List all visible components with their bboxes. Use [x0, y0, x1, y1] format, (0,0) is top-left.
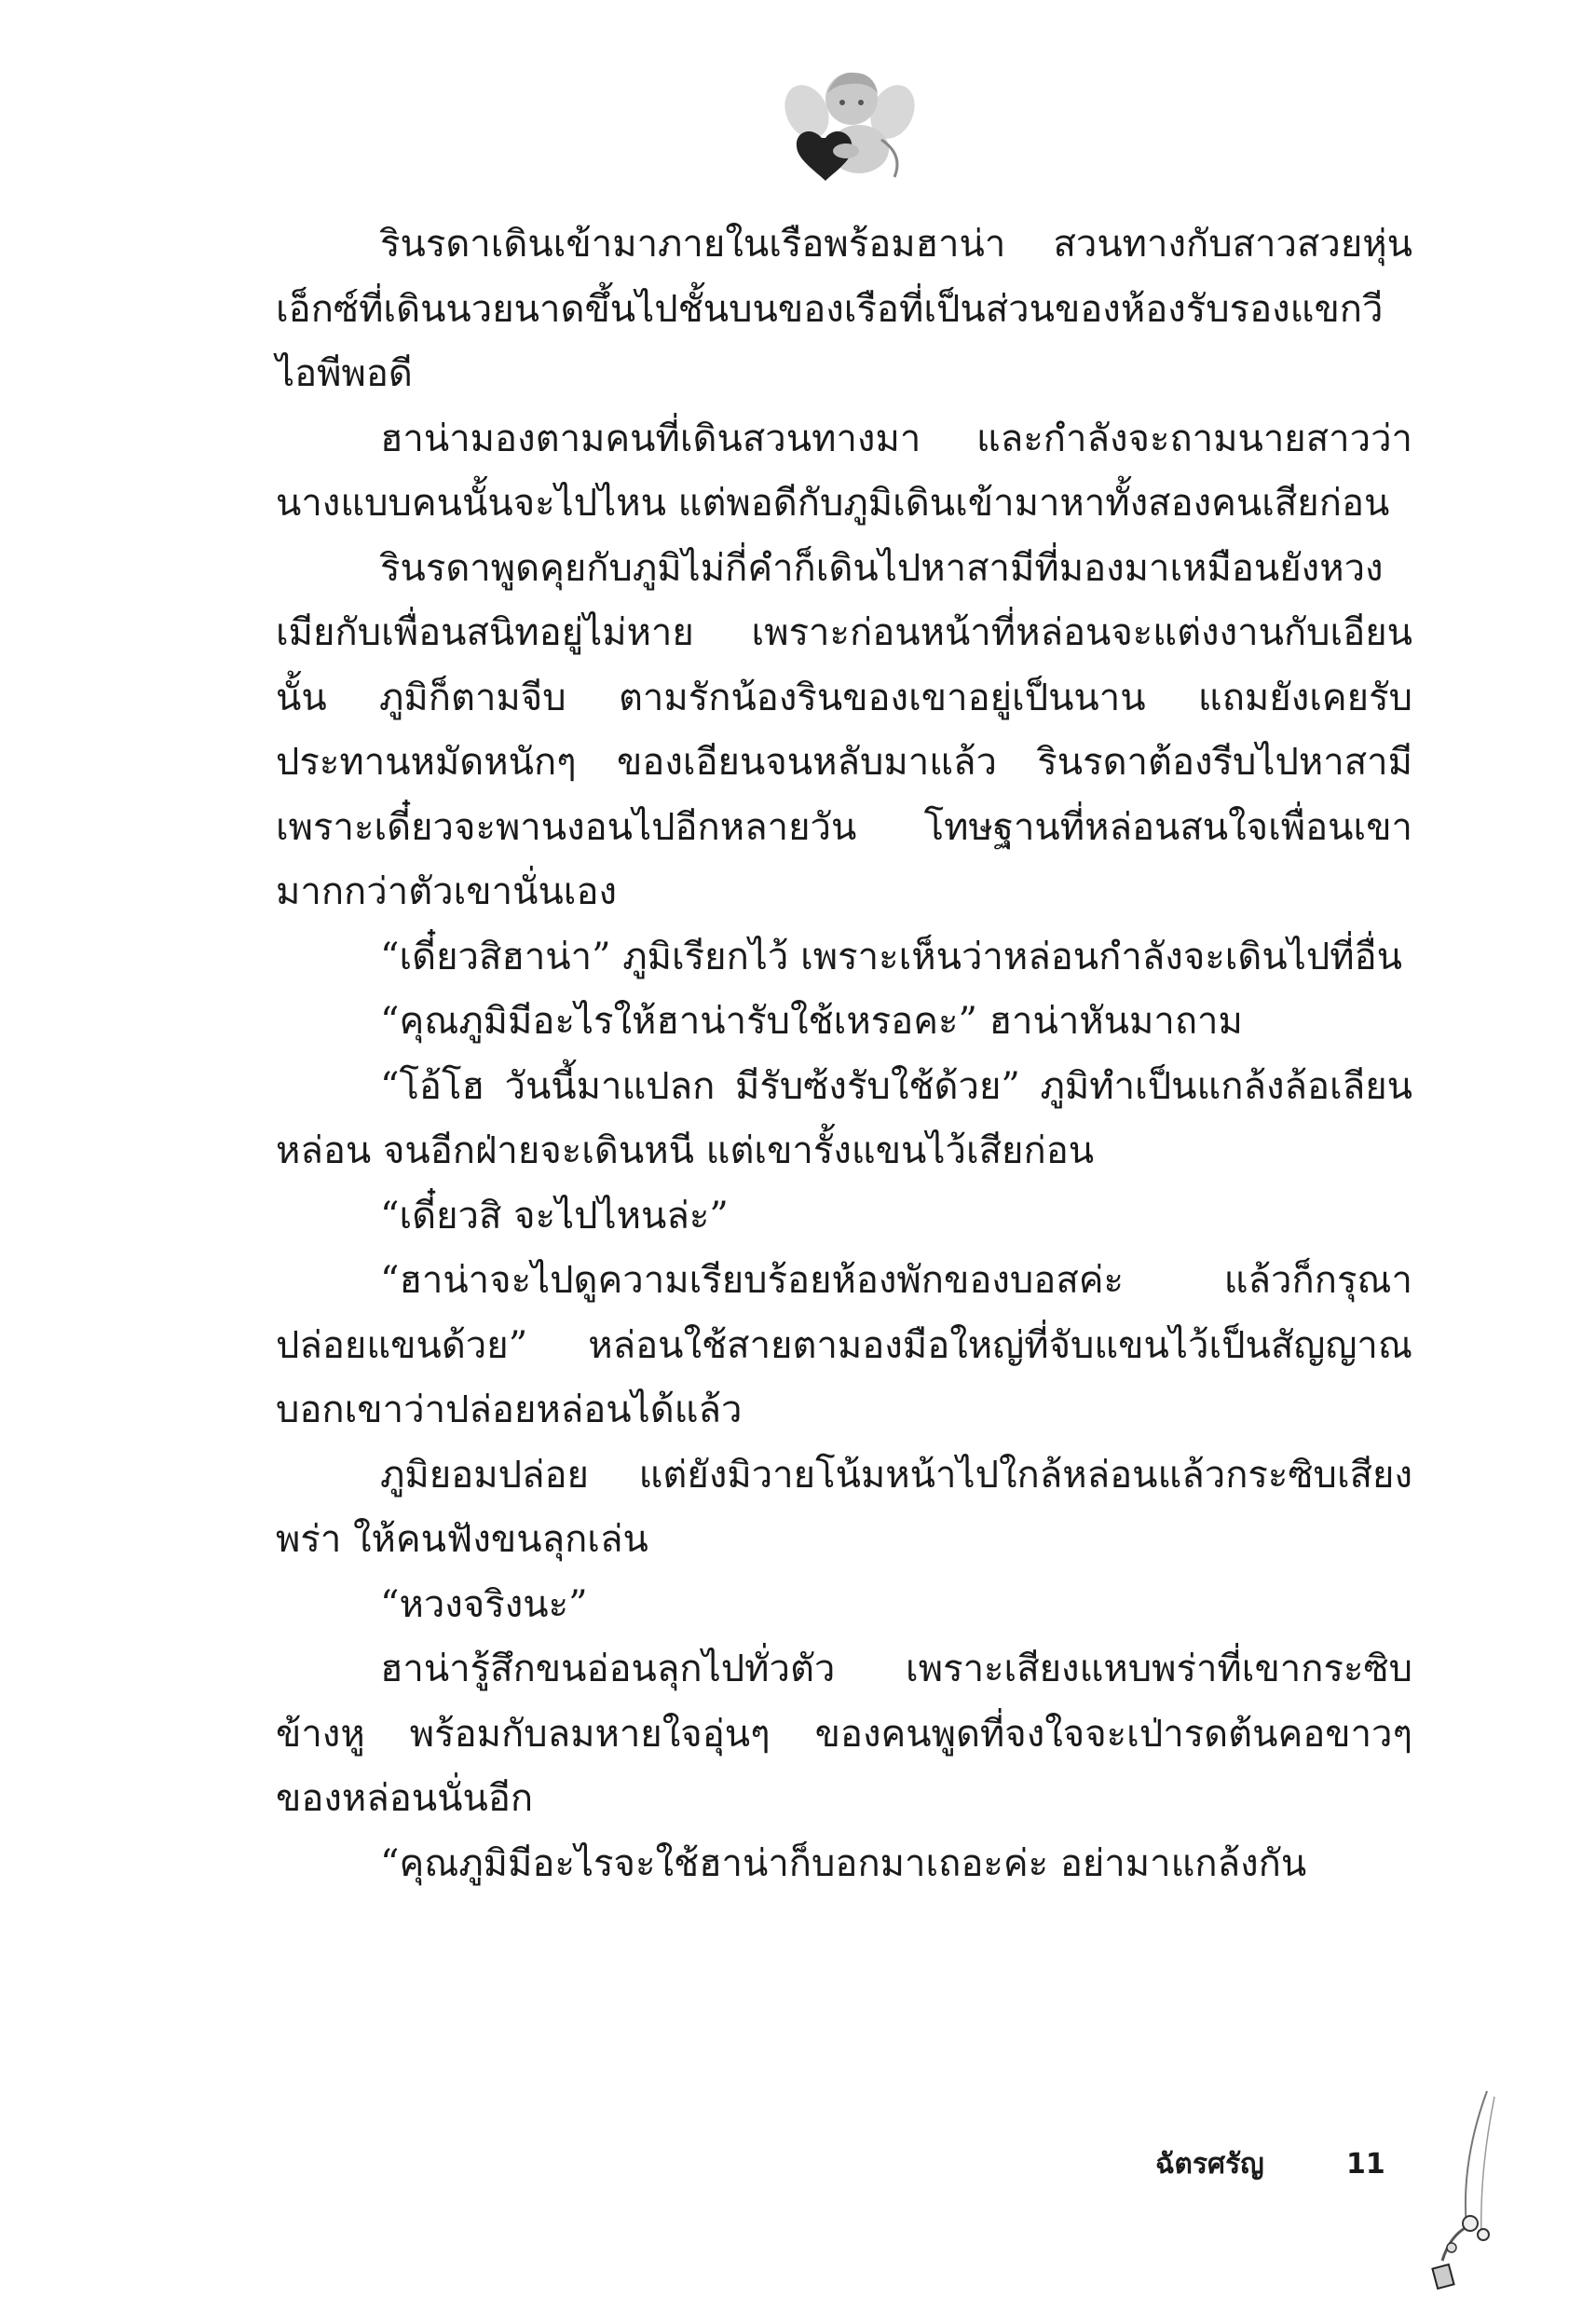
chapter-body	[276, 212, 1412, 1896]
paragraph: “คุณภูมิมีอะไรจะใช้ฮาน่าก็บอกมาเถอะค่ะ อย่ามาแกล้งกัน	[380, 1841, 1307, 1885]
paragraph: รินรดาเดินเข้ามาภายในเรือพร้อมฮาน่า สวนทางกับสาวสวยหุ่นเอ็กซ์ที่เดินนวยนาดขึ้นไปชั้นบนของเรือที่เป็นส่วนของห้องรับรองแขกวีไอพีพอดี	[276, 223, 1412, 395]
paragraph: “หวงจริงนะ”	[380, 1582, 588, 1626]
paragraph: “ฮาน่าจะไปดูความเรียบร้อยห้องพักของบอสค่ะ แล้วก็กรุณาปล่อยแขนด้วย” หล่อนใช้สายตามองมือใหญ่ที่จับแขนไว้เป็นสัญญาณบอกเขาว่าปล่อยหล่อนได้แล้ว	[276, 1259, 1412, 1431]
author-name: ฉัตรศรัญ	[1155, 2148, 1264, 2181]
paragraph: “เดี๋ยวสิฮาน่า” ภูมิเรียกไว้ เพราะเห็นว่าหล่อนกำลังจะเดินไปที่อื่น	[380, 935, 1402, 978]
paragraph: ภูมิยอมปล่อย แต่ยังมิวายโน้มหน้าไปใกล้หล่อนแล้วกระซิบเสียงพร่า ให้คนฟังขนลุกเล่น	[276, 1453, 1412, 1561]
paragraph: ฮาน่ารู้สึกขนอ่อนลุกไปทั่วตัว เพราะเสียงแหบพร่าที่เขากระซิบข้างหู พร้อมกับลมหายใจอุ่นๆ ของคนพูดที่จงใจจะเป่ารดต้นคอขาวๆ ของหล่อนนั่นอีก	[276, 1648, 1412, 1820]
page-number: 11	[1346, 2148, 1385, 2181]
necklace-icon	[1405, 2087, 1498, 2302]
paragraph: “โอ้โฮ วันนี้มาแปลก มีรับซ้งรับใช้ด้วย” ภูมิทำเป็นแกล้งล้อเลียนหล่อน จนอีกฝ่ายจะเดินหนี แต่เขารั้งแขนไว้เสียก่อน	[276, 1064, 1412, 1172]
paragraph: “เดี๋ยวสิ จะไปไหนล่ะ”	[380, 1194, 729, 1238]
paragraph: ฮาน่ามองตามคนที่เดินสวนทางมา และกำลังจะถามนายสาวว่านางแบบคนนั้นจะไปไหน แต่พอดีกับภูมิเดินเข้ามาหาทั้งสองคนเสียก่อน	[276, 417, 1412, 525]
paragraph: “คุณภูมิมีอะไรให้ฮาน่ารับใช้เหรอคะ” ฮาน่าหันมาถาม	[380, 1000, 1243, 1043]
paragraph: รินรดาพูดคุยกับภูมิไม่กี่คำก็เดินไปหาสามีที่มองมาเหมือนยังหวงเมียกับเพื่อนสนิทอยู่ไม่หาย เพราะก่อนหน้าที่หล่อนจะแต่งงานกับเอียนนั้น ภูมิก็ตามจีบ ตามรักน้องรินของเขาอยู่เป็นนาน แถมยังเคยรับประทานหมัดหนักๆ ของเอียนจนหลับมาแล้ว รินรดาต้องรีบไปหาสามีเพราะเดี๋ยวจะพานงอนไปอีกหลายวัน โทษฐานที่หล่อนสนใจเพื่อนเขามากกว่าตัวเขานั่นเอง	[276, 546, 1412, 913]
page-footer	[1155, 2141, 1385, 2188]
cherub-with-heart-icon	[784, 65, 915, 186]
